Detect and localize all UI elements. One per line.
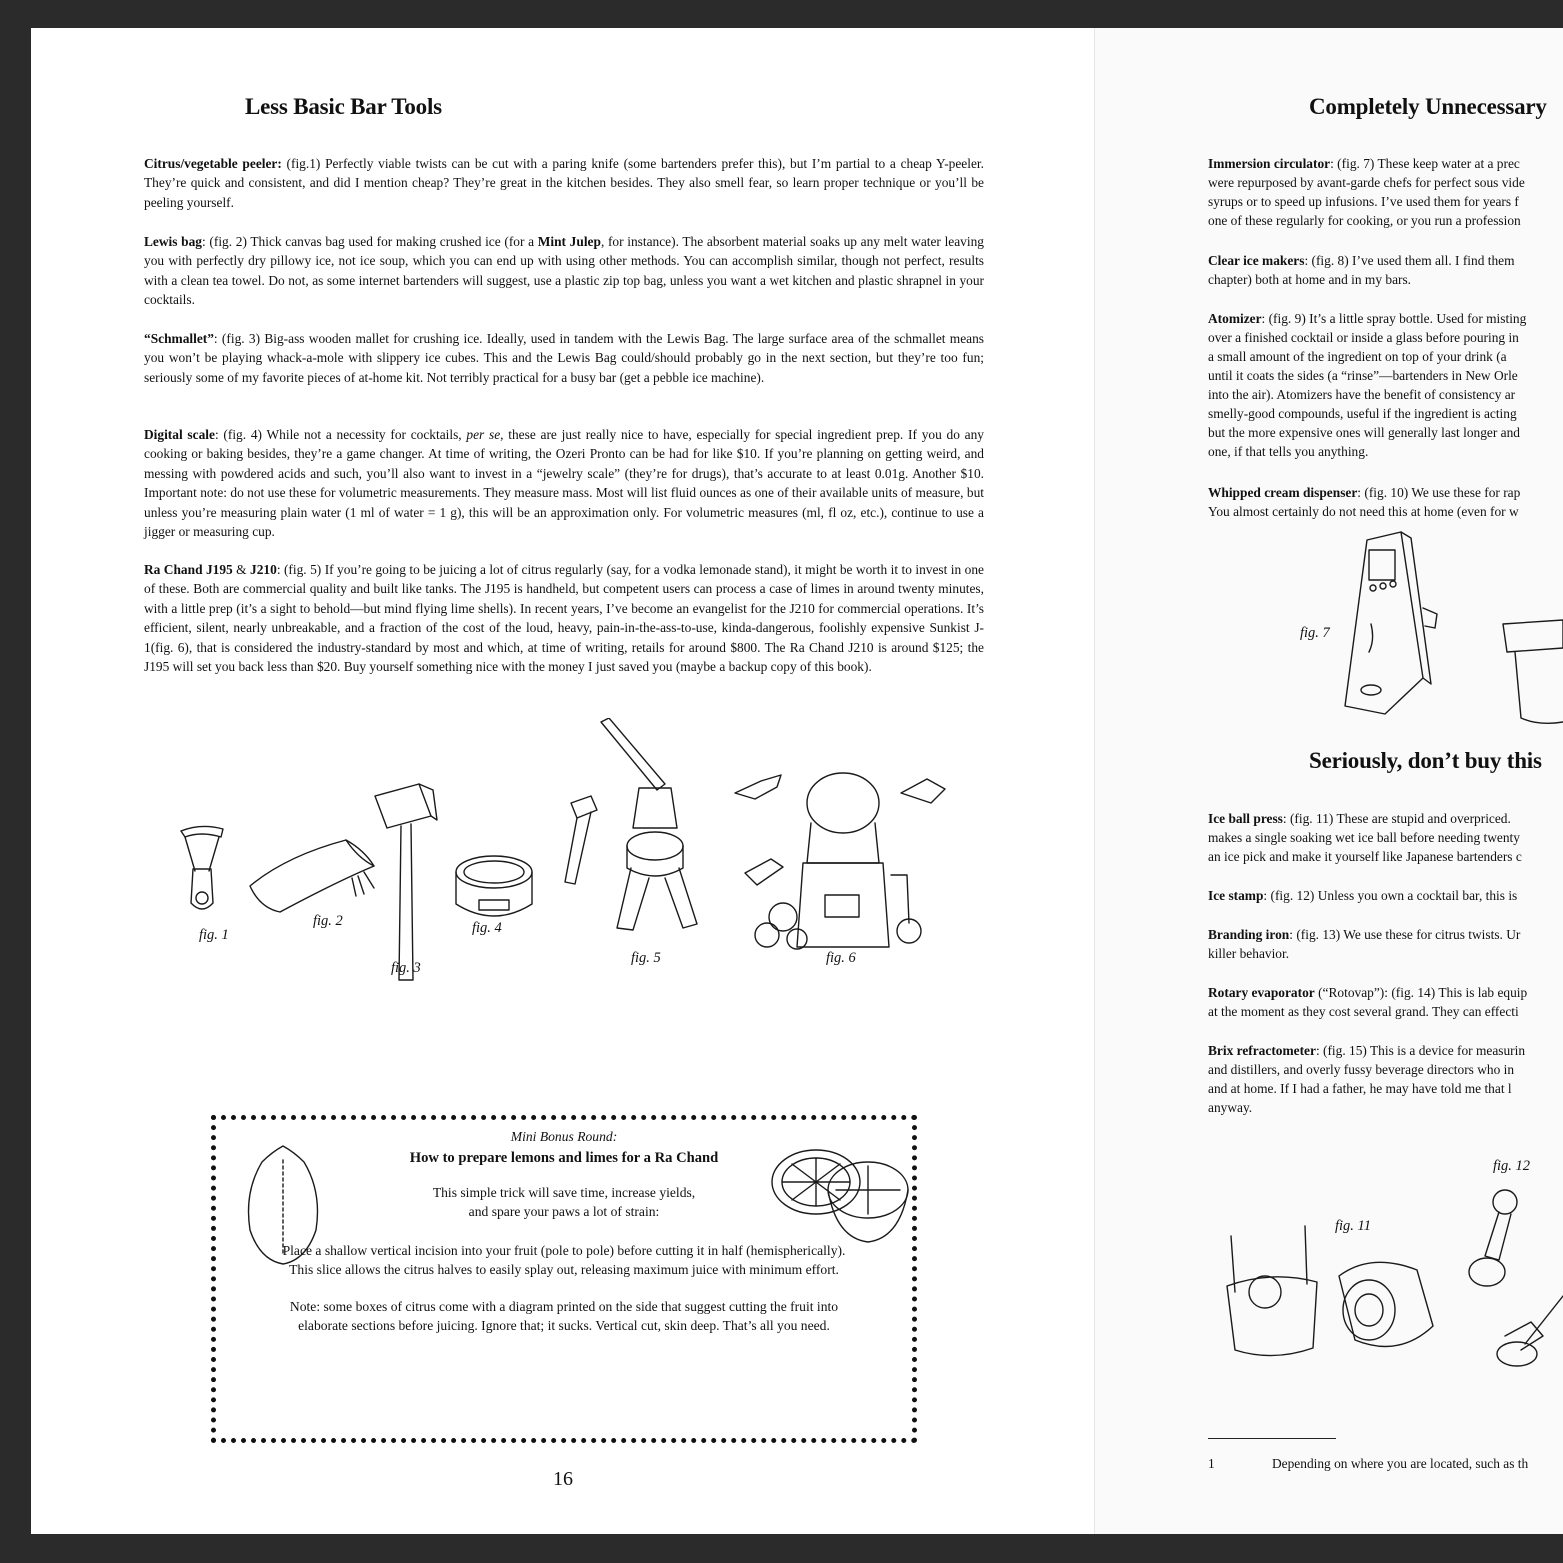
text-line: a small amount of the ingredient on top of your drink (a [1208,349,1507,364]
bonus-note-2: elaborate sections before juicing. Ignore that; it sucks. Vertical cut, skin deep. That’s all you need. [298,1318,830,1333]
footnote-rule [1208,1438,1336,1439]
text-line: chapter) both at home and in my bars. [1208,272,1412,287]
text-line: but the more expensive ones will generally last longer and [1208,425,1520,440]
immersion-circulator-illustration [1331,528,1441,728]
mini-bonus-box [211,1115,917,1443]
text-line: into the air). Atomizers have the benefit of consistency ar [1208,387,1516,402]
fig-7-label: fig. 7 [1300,625,1330,641]
section-title-dont-buy: Seriously, don’t buy this [1309,748,1542,773]
text-line: until it coats the sides (a “rinse”—bartenders in New Orle [1208,368,1518,383]
bonus-intro-2: and spare your paws a lot of strain: [468,1204,660,1219]
page-title: Less Basic Bar Tools [245,94,442,119]
entry-immersion-circulator: Immersion circulator: (fig. 7) These keep water at a prec [1208,156,1520,171]
sunkist-j1-illustration [731,763,961,953]
bonus-step-1: Place a shallow vertical incision into your fruit (pole to pole) before cutting it in half (hemispherically). [282,1243,846,1258]
bonus-kicker: Mini Bonus Round: [510,1129,618,1144]
bonus-intro-1: This simple trick will save time, increase yields, [432,1185,696,1200]
footnote-number: 1 [1208,1456,1215,1471]
text-line: makes a single soaking wet ice ball before needing twenty [1208,830,1520,845]
fig-11-label: fig. 11 [1335,1218,1371,1234]
entry-clear-ice-makers: Clear ice makers: (fig. 8) I’ve used them all. I find them [1208,253,1515,268]
text-line: at the moment as they cost several grand. They can effecti [1208,1004,1519,1019]
entry-ra-chand: Ra Chand J195 & J210: (fig. 5) If you’re going to be juicing a lot of citrus regularly (say, for a vodka lemonade stand), it might be worth it to invest in one of these. Both are commercial quality and built like tanks. The J195 is handheld, but competent users can process a case of limes in around twenty minutes, with a little prep (it’s a sight to behold—but mind flying lime shells). In recent years, I’ve become an evangelist for the J210 for commercial operations. It’s efficient, silent, nearly unbreakable, and a fraction of the cost of the loud, heavy, pain-in-the-ass-to-use, kinda-dangerous, foolishly expensive Sunkist J-1(fig. 6), that is considered the industry-standard by most and which, at time of writing, retails for around $800. The Ra Chand J210 is around $125; the J195 will set you back less than $20. Buy yourself something nice with the money I just saved you (maybe a backup copy of this book). [144,562,984,675]
entry-schmallet: “Schmallet”: (fig. 3) Big-ass wooden mallet for crushing ice. Ideally, used in tandem with the Lewis Bag. The large surface area of the schmallet means you won’t be playing whack-a-mole with slippery ice cubes. This and the Lewis Bag could/should probably go in the next section, but they’re too fun; seriously some of my favorite pieces of at-home kit. Not terribly practical for a busy bar (get a pebble ice machine). [144,331,984,385]
fig-6-label: fig. 6 [826,950,856,966]
bonus-heading: How to prepare lemons and limes for a Ra Chand [409,1150,719,1166]
text-line: and at home. If I had a father, he may have told me that l [1208,1081,1512,1096]
fig-2-label: fig. 2 [313,913,343,929]
text-line: anyway. [1208,1100,1253,1115]
text-line: one of these regularly for cooking, or you run a profession [1208,213,1521,228]
right-page [1095,28,1563,1534]
entry-atomizer: Atomizer: (fig. 9) It’s a little spray bottle. Used for misting [1208,311,1527,326]
fig-1-label: fig. 1 [199,927,229,943]
fig-3-label: fig. 3 [391,960,421,976]
clear-ice-maker-illustration [1499,618,1563,728]
fig-12-label: fig. 12 [1493,1158,1531,1174]
text-line: were repurposed by avant-garde chefs for perfect sous vide [1208,175,1525,190]
entry-digital-scale: Digital scale: (fig. 4) While not a necessity for cocktails, per se, these are just really nice to have, especially for special ingredient prep. If you do any cooking or baking besides, they’re a game changer. At time of writing, the Ozeri Pronto can be had for like $10. If you’re planning on getting weird, and messing with powdered acids and such, you’ll also want to invest in a “jewelry scale” (they’re for drugs), that’s accurate to at least 0.01g. Another $10. Important note: do not use these for volumetric measurements. They measure mass. Most will list fluid ounces as one of their available units of measure, but unless you’re measuring plain water (1 ml of water = 1 g), this will be an approximation only. For volumetric measures (ml, fl oz, etc.), continue to use a jigger or measuring cup. [144,427,984,540]
entry-ice-stamp: Ice stamp: (fig. 12) Unless you own a cocktail bar, this is [1208,888,1518,903]
bonus-note-1: Note: some boxes of citrus come with a diagram printed on the side that suggest cutting the fruit into [289,1299,839,1314]
text-line: killer behavior. [1208,946,1290,961]
entry-branding-iron: Branding iron: (fig. 13) We use these for citrus twists. Ur [1208,927,1521,942]
entry-ice-ball-press: Ice ball press: (fig. 11) These are stupid and overpriced. [1208,811,1511,826]
text-line: syrups or to speed up infusions. I’ve used them for years f [1208,194,1519,209]
text-line: and distillers, and overly fussy beverage directors who in [1208,1062,1515,1077]
text-line: over a finished cocktail or inside a glass before pouring in [1208,330,1519,345]
entry-brix-refractometer: Brix refractometer: (fig. 15) This is a device for measurin [1208,1043,1526,1058]
fig-5-label: fig. 5 [631,950,661,966]
left-page [31,28,1094,1534]
page-number: 16 [553,1468,573,1490]
right-page-title: Completely Unnecessary [1309,94,1547,119]
ice-ball-press-illustration [1221,1222,1443,1362]
footnote-text: Depending on where you are located, such as th [1272,1456,1529,1471]
entry-whipped-cream-dispenser: Whipped cream dispenser: (fig. 10) We use these for rap [1208,485,1521,500]
fig-4-label: fig. 4 [472,920,502,936]
ice-stamp-illustration [1465,1186,1563,1368]
digital-scale-illustration [449,850,539,930]
schmallet-illustration [371,780,441,985]
text-line: You almost certainly do not need this at home (even for w [1208,504,1519,519]
bonus-step-2: This slice allows the citrus halves to easily splay out, releasing maximum juice with minimum effort. [289,1262,839,1277]
entry-rotary-evaporator: Rotary evaporator (“Rotovap”): (fig. 14) This is lab equip [1208,985,1528,1000]
ra-chand-illustration [561,718,711,948]
entry-lewis-bag: Lewis bag: (fig. 2) Thick canvas bag used for making crushed ice (for a Mint Julep, for instance). The absorbent material soaks up any melt water leaving you with perfectly dry pillowy ice, not ice soup, which you can end up with using other methods. You can accomplish similar, though not perfect, results with a clean tea towel. Do not, as some internet bartenders will suggest, use a plastic zip top bag, unless you want a wet kitchen and plastic shrapnel in your cocktails. [144,234,984,308]
lewis-bag-illustration [246,836,381,916]
text-line: an ice pick and make it yourself like Japanese bartenders c [1208,849,1522,864]
peeler-illustration [171,823,231,918]
text-line: one, if that tells you anything. [1208,444,1369,459]
entry-peeler: Citrus/vegetable peeler: (fig.1) Perfectly viable twists can be cut with a paring knife (some bartenders prefer this), but I’m partial to a cheap Y-peeler. They’re quick and consistent, and did I mention cheap? They’re great in the kitchen besides. They also smell fear, so learn proper technique or you’ll be peeling yourself. [144,156,984,210]
text-line: smelly-good compounds, useful if the ingredient is acting [1208,406,1517,421]
